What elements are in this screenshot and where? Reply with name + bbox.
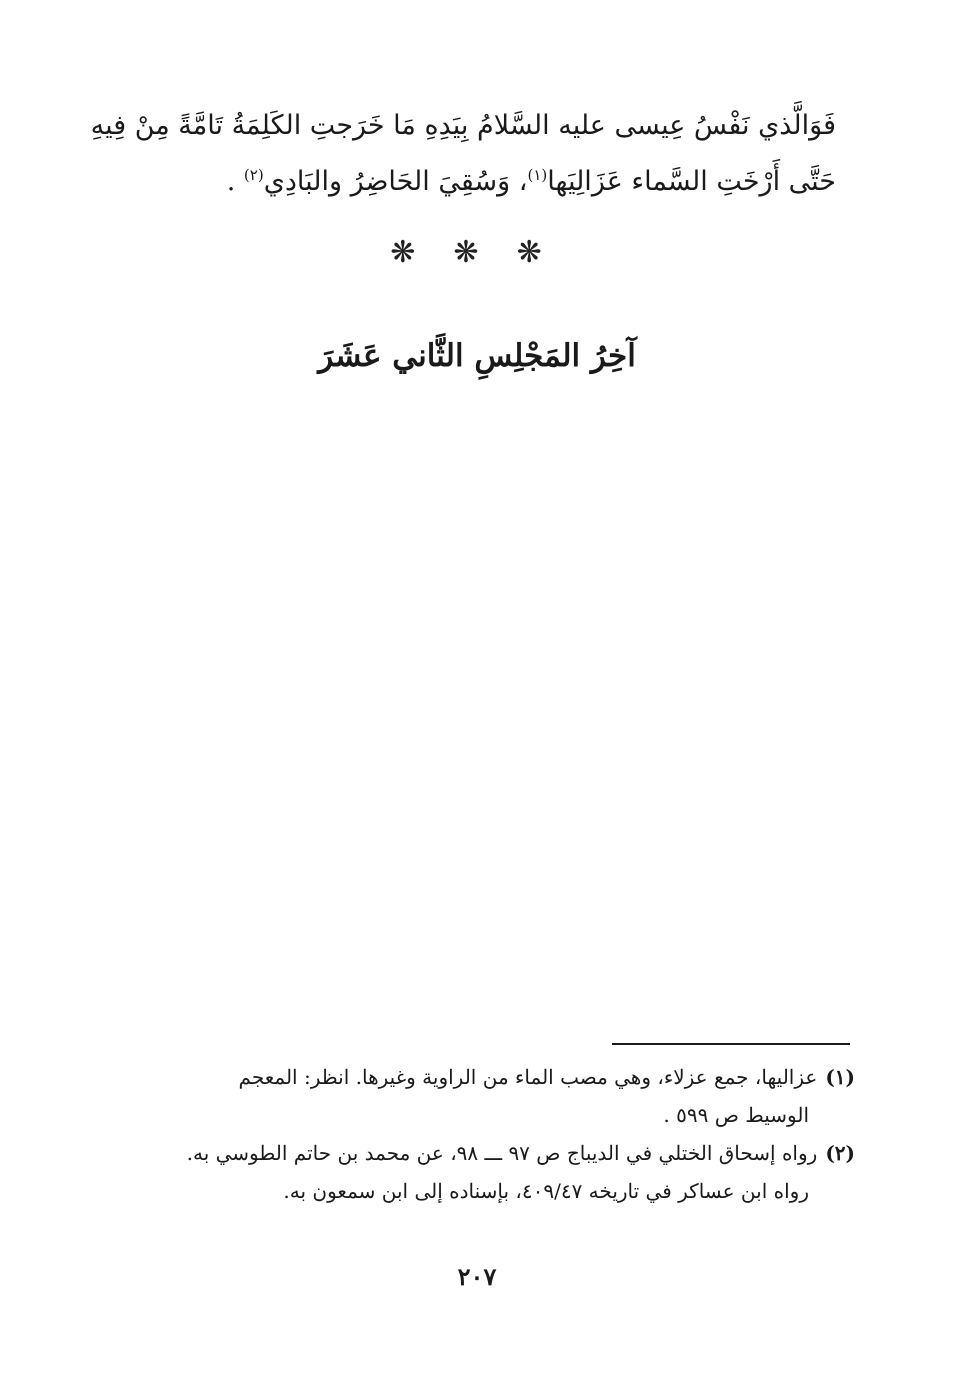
footnote-2 — [130, 1134, 855, 1210]
section-separator — [0, 235, 954, 270]
footnote-2-text: رواه إسحاق الختلي في الديباج ص ٩٧ ـــ ٩٨، عن محمد بن حاتم الطوسي به. — [186, 1141, 818, 1165]
section-end-heading: آخِرُ المَجْلِسِ الثَّاني عَشَرَ — [318, 338, 636, 374]
footnote-divider — [612, 1043, 850, 1045]
footnotes — [130, 1058, 855, 1210]
footnote-1-line-2: الوسيط ص ٥٩٩ . — [663, 1103, 809, 1127]
footnote-1 — [130, 1058, 855, 1134]
separator-star-icon: ❋ — [453, 235, 501, 270]
main-text-line-2 — [120, 154, 836, 210]
footnote-1-number: (١) — [825, 1065, 855, 1089]
footnote-2-line-2: رواه ابن عساكر في تاريخه ٤٠٩/٤٧، بإسناده إلى ابن سمعون به. — [283, 1179, 809, 1203]
separator-star-icon: ❋ — [516, 235, 564, 270]
main-text-line-2-part-b: ، وَسُقِيَ الحَاضِرُ والبَادِي — [263, 166, 528, 197]
footnote-2-number: (٢) — [825, 1141, 855, 1165]
footnote-1-line-1 — [239, 1065, 855, 1089]
main-text-line-2-end: . — [226, 166, 244, 197]
separator-star-icon: ❋ — [390, 235, 438, 270]
main-text-line-1: فَوَالَّذي نَفْسُ عِيسى عليه السَّلامُ بِيَدِهِ مَا خَرَجتِ الكَلِمَةُ تَامَّةً مِنْ فِيهِ — [90, 110, 836, 141]
footnote-ref-1[interactable]: (١) — [527, 166, 548, 184]
main-text-block — [90, 98, 836, 210]
footnote-2-line-1 — [187, 1141, 855, 1165]
main-text-line-2-part-a: حَتَّى أَرْخَتِ السَّماء عَزَالِيَها — [547, 166, 836, 197]
footnote-1-text: عزاليها، جمع عزلاء، وهي مصب الماء من الراوية وغيرها. انظر: المعجم — [238, 1065, 818, 1089]
footnote-ref-2[interactable]: (٢) — [243, 166, 264, 184]
page-number: ٢٠٧ — [457, 1262, 497, 1291]
